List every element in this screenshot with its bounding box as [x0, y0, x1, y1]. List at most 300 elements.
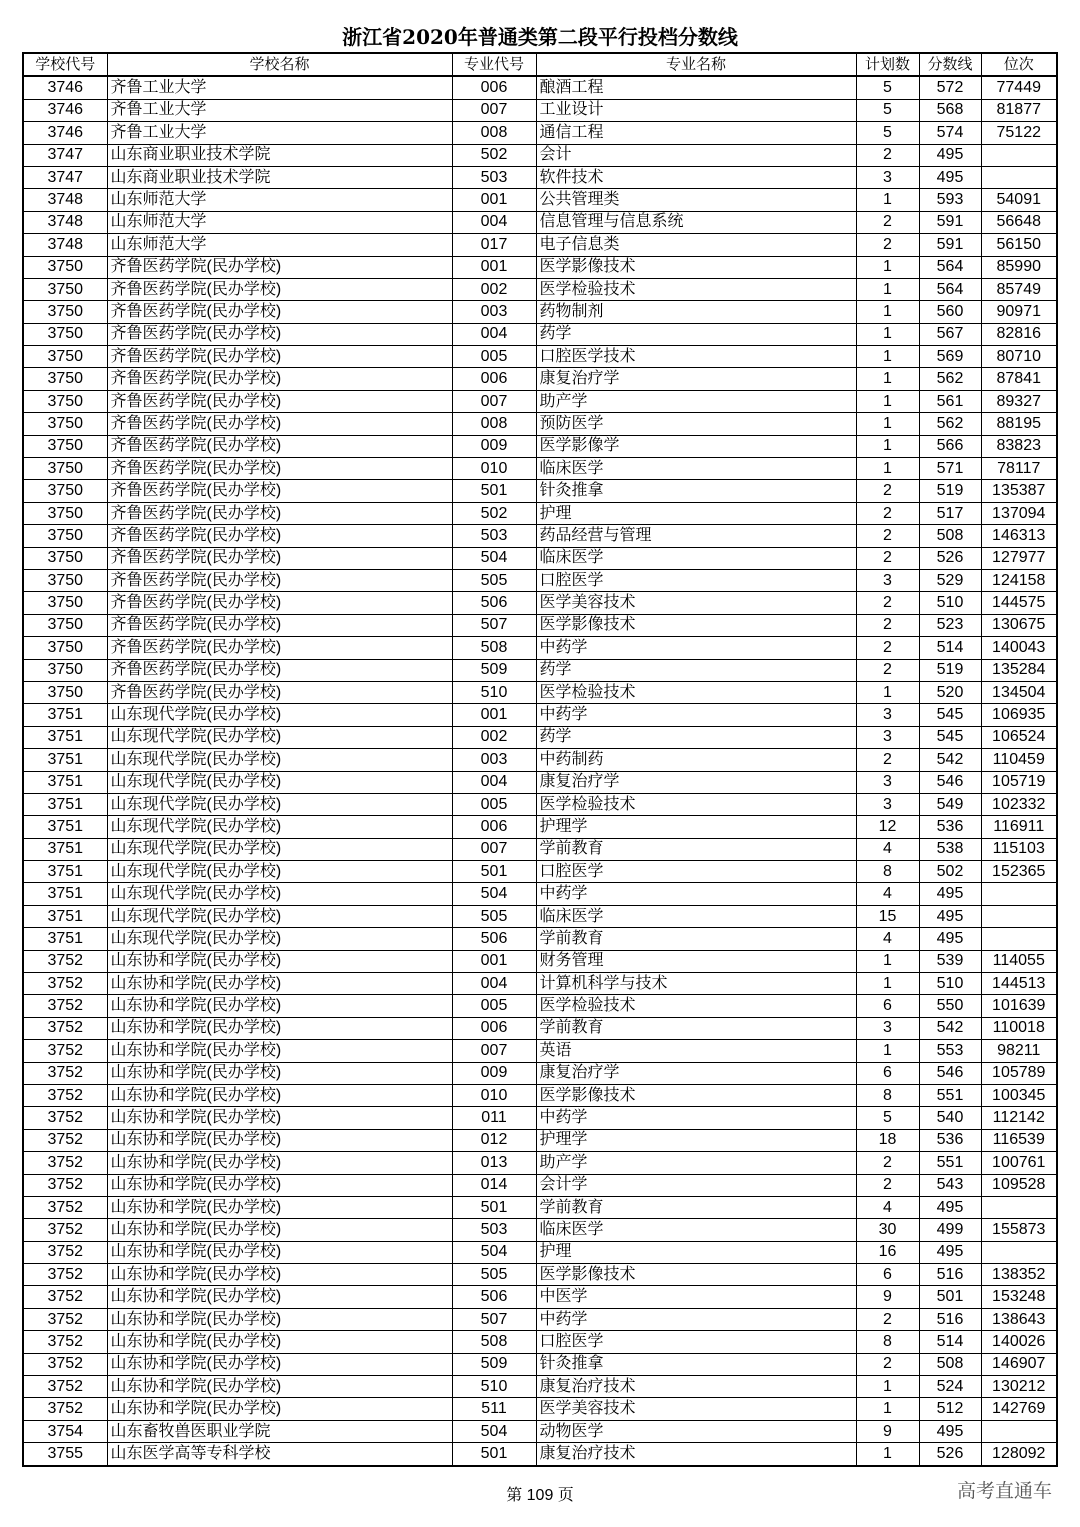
plan-count-cell: 6 [856, 1264, 919, 1286]
plan-count-cell: 1 [856, 301, 919, 323]
school-name-cell: 山东协和学院(民办学校) [107, 1264, 452, 1286]
school-code-cell: 3750 [23, 502, 107, 524]
school-code-cell: 3750 [23, 278, 107, 300]
major-name-cell: 中药学 [536, 1107, 856, 1129]
plan-count-cell: 2 [856, 234, 919, 256]
major-code-cell: 506 [452, 1286, 536, 1308]
cutoff-score-cell: 519 [919, 659, 981, 681]
table-row [23, 1376, 1057, 1398]
plan-count-cell: 6 [856, 1062, 919, 1084]
rank-cell: 88195 [981, 413, 1057, 435]
major-name-cell: 护理 [536, 502, 856, 524]
rank-cell: 128092 [981, 1443, 1057, 1466]
plan-count-cell: 3 [856, 771, 919, 793]
school-name-cell: 齐鲁医药学院(民办学校) [107, 480, 452, 502]
table-row [23, 144, 1057, 166]
major-code-cell: 001 [452, 189, 536, 211]
school-code-cell: 3751 [23, 771, 107, 793]
rank-cell: 56150 [981, 234, 1057, 256]
plan-count-cell: 1 [856, 346, 919, 368]
rank-cell: 87841 [981, 368, 1057, 390]
rank-cell: 115103 [981, 838, 1057, 860]
major-code-cell: 501 [452, 1196, 536, 1218]
major-code-cell: 005 [452, 346, 536, 368]
school-name-cell: 山东师范大学 [107, 211, 452, 233]
rank-cell: 100345 [981, 1084, 1057, 1106]
major-name-cell: 软件技术 [536, 166, 856, 188]
rank-cell: 155873 [981, 1219, 1057, 1241]
major-name-cell: 学前教育 [536, 1017, 856, 1039]
school-code-cell: 3752 [23, 1398, 107, 1420]
school-name-cell: 齐鲁医药学院(民办学校) [107, 256, 452, 278]
school-name-cell: 齐鲁工业大学 [107, 99, 452, 121]
table-header [23, 53, 1057, 76]
watermark-text: 高考直通车 [956, 1480, 1052, 1502]
table-row [23, 592, 1057, 614]
major-code-cell: 008 [452, 413, 536, 435]
cutoff-score-cell: 550 [919, 995, 981, 1017]
school-name-cell: 山东现代学院(民办学校) [107, 816, 452, 838]
major-name-cell: 康复治疗学 [536, 771, 856, 793]
school-name-cell: 山东协和学院(民办学校) [107, 950, 452, 972]
school-name-cell: 齐鲁医药学院(民办学校) [107, 502, 452, 524]
school-name-cell: 山东师范大学 [107, 189, 452, 211]
column-header-school-name: 学校名称 [107, 53, 452, 76]
plan-count-cell: 15 [856, 905, 919, 927]
major-code-cell: 501 [452, 480, 536, 502]
plan-count-cell: 1 [856, 413, 919, 435]
rank-cell: 110459 [981, 749, 1057, 771]
major-code-cell: 503 [452, 1219, 536, 1241]
cutoff-score-cell: 572 [919, 76, 981, 99]
rank-cell [981, 928, 1057, 950]
school-name-cell: 齐鲁医药学院(民办学校) [107, 458, 452, 480]
major-name-cell: 动物医学 [536, 1420, 856, 1442]
major-code-cell: 509 [452, 1353, 536, 1375]
major-name-cell: 英语 [536, 1040, 856, 1062]
major-code-cell: 005 [452, 793, 536, 815]
school-name-cell: 齐鲁医药学院(民办学校) [107, 301, 452, 323]
school-name-cell: 齐鲁医药学院(民办学校) [107, 547, 452, 569]
plan-count-cell: 2 [856, 592, 919, 614]
rank-cell: 100761 [981, 1152, 1057, 1174]
rank-cell [981, 1241, 1057, 1263]
school-code-cell: 3746 [23, 99, 107, 121]
major-code-cell: 504 [452, 883, 536, 905]
table-row [23, 749, 1057, 771]
school-name-cell: 齐鲁医药学院(民办学校) [107, 323, 452, 345]
major-code-cell: 011 [452, 1107, 536, 1129]
rank-cell: 106524 [981, 726, 1057, 748]
school-name-cell: 山东畜牧兽医职业学院 [107, 1420, 452, 1442]
cutoff-score-cell: 516 [919, 1264, 981, 1286]
table-row [23, 323, 1057, 345]
table-row [23, 99, 1057, 121]
major-code-cell: 004 [452, 211, 536, 233]
rank-cell: 75122 [981, 122, 1057, 144]
rank-cell: 153248 [981, 1286, 1057, 1308]
major-code-cell: 017 [452, 234, 536, 256]
school-name-cell: 山东协和学院(民办学校) [107, 1308, 452, 1330]
school-name-cell: 山东协和学院(民办学校) [107, 973, 452, 995]
cutoff-score-cell: 495 [919, 1196, 981, 1218]
school-name-cell: 山东现代学院(民办学校) [107, 883, 452, 905]
rank-cell [981, 883, 1057, 905]
major-code-cell: 508 [452, 637, 536, 659]
rank-cell: 82816 [981, 323, 1057, 345]
table-row [23, 1353, 1057, 1375]
cutoff-score-cell: 546 [919, 771, 981, 793]
table-row [23, 569, 1057, 591]
plan-count-cell: 1 [856, 1040, 919, 1062]
major-code-cell: 003 [452, 301, 536, 323]
rank-cell: 85990 [981, 256, 1057, 278]
school-code-cell: 3751 [23, 816, 107, 838]
plan-count-cell: 8 [856, 1084, 919, 1106]
school-code-cell: 3750 [23, 525, 107, 547]
column-header-major-code: 专业代号 [452, 53, 536, 76]
table-row [23, 1084, 1057, 1106]
school-name-cell: 山东协和学院(民办学校) [107, 1062, 452, 1084]
rank-cell: 80710 [981, 346, 1057, 368]
plan-count-cell: 2 [856, 1353, 919, 1375]
major-name-cell: 针灸推拿 [536, 1353, 856, 1375]
school-name-cell: 山东协和学院(民办学校) [107, 1353, 452, 1375]
cutoff-score-cell: 540 [919, 1107, 981, 1129]
rank-cell: 137094 [981, 502, 1057, 524]
major-code-cell: 001 [452, 704, 536, 726]
plan-count-cell: 8 [856, 1331, 919, 1353]
school-name-cell: 齐鲁医药学院(民办学校) [107, 659, 452, 681]
school-code-cell: 3747 [23, 166, 107, 188]
plan-count-cell: 2 [856, 525, 919, 547]
cutoff-score-cell: 560 [919, 301, 981, 323]
school-name-cell: 山东协和学院(民办学校) [107, 1017, 452, 1039]
school-code-cell: 3750 [23, 413, 107, 435]
table-row [23, 995, 1057, 1017]
table-row [23, 458, 1057, 480]
school-code-cell: 3750 [23, 346, 107, 368]
cutoff-score-cell: 542 [919, 749, 981, 771]
table-row [23, 973, 1057, 995]
school-name-cell: 山东现代学院(民办学校) [107, 838, 452, 860]
cutoff-score-cell: 508 [919, 1353, 981, 1375]
table-row [23, 1241, 1057, 1263]
school-code-cell: 3750 [23, 390, 107, 412]
cutoff-score-cell: 538 [919, 838, 981, 860]
plan-count-cell: 1 [856, 458, 919, 480]
school-name-cell: 齐鲁医药学院(民办学校) [107, 614, 452, 636]
major-code-cell: 510 [452, 681, 536, 703]
cutoff-score-cell: 495 [919, 144, 981, 166]
rank-cell: 135387 [981, 480, 1057, 502]
cutoff-score-cell: 508 [919, 525, 981, 547]
plan-count-cell: 5 [856, 76, 919, 99]
table-row [23, 1062, 1057, 1084]
school-code-cell: 3750 [23, 547, 107, 569]
plan-count-cell: 1 [856, 368, 919, 390]
major-code-cell: 012 [452, 1129, 536, 1151]
rank-cell: 106935 [981, 704, 1057, 726]
plan-count-cell: 8 [856, 861, 919, 883]
school-code-cell: 3751 [23, 883, 107, 905]
school-name-cell: 山东协和学院(民办学校) [107, 1084, 452, 1106]
school-name-cell: 山东现代学院(民办学校) [107, 726, 452, 748]
major-code-cell: 009 [452, 435, 536, 457]
major-name-cell: 医学检验技术 [536, 278, 856, 300]
school-code-cell: 3751 [23, 928, 107, 950]
school-code-cell: 3752 [23, 1129, 107, 1151]
major-name-cell: 药品经营与管理 [536, 525, 856, 547]
table-row [23, 480, 1057, 502]
rank-cell: 130675 [981, 614, 1057, 636]
table-row [23, 525, 1057, 547]
cutoff-score-cell: 495 [919, 928, 981, 950]
major-name-cell: 会计学 [536, 1174, 856, 1196]
school-code-cell: 3751 [23, 861, 107, 883]
school-code-cell: 3750 [23, 368, 107, 390]
rank-cell: 127977 [981, 547, 1057, 569]
rank-cell: 110018 [981, 1017, 1057, 1039]
major-name-cell: 预防医学 [536, 413, 856, 435]
cutoff-score-cell: 524 [919, 1376, 981, 1398]
plan-count-cell: 2 [856, 659, 919, 681]
plan-count-cell: 3 [856, 1017, 919, 1039]
school-name-cell: 齐鲁医药学院(民办学校) [107, 346, 452, 368]
table-row [23, 659, 1057, 681]
major-name-cell: 医学美容技术 [536, 592, 856, 614]
school-code-cell: 3752 [23, 1308, 107, 1330]
school-code-cell: 3750 [23, 681, 107, 703]
major-name-cell: 药学 [536, 726, 856, 748]
cutoff-score-cell: 495 [919, 1241, 981, 1263]
plan-count-cell: 1 [856, 1443, 919, 1466]
major-code-cell: 002 [452, 278, 536, 300]
major-name-cell: 康复治疗技术 [536, 1443, 856, 1466]
plan-count-cell: 1 [856, 189, 919, 211]
major-code-cell: 503 [452, 525, 536, 547]
plan-count-cell: 1 [856, 390, 919, 412]
major-code-cell: 006 [452, 1017, 536, 1039]
table-row [23, 704, 1057, 726]
major-name-cell: 医学检验技术 [536, 681, 856, 703]
major-name-cell: 护理学 [536, 1129, 856, 1151]
major-code-cell: 002 [452, 726, 536, 748]
major-name-cell: 中药学 [536, 1308, 856, 1330]
cutoff-score-cell: 542 [919, 1017, 981, 1039]
major-name-cell: 中药学 [536, 883, 856, 905]
cutoff-score-cell: 546 [919, 1062, 981, 1084]
plan-count-cell: 5 [856, 122, 919, 144]
rank-cell: 105789 [981, 1062, 1057, 1084]
school-name-cell: 山东协和学院(民办学校) [107, 1286, 452, 1308]
cutoff-score-cell: 526 [919, 1443, 981, 1466]
major-code-cell: 501 [452, 1443, 536, 1466]
table-row [23, 1420, 1057, 1442]
plan-count-cell: 2 [856, 547, 919, 569]
page-number: 第 109 页 [506, 1487, 574, 1504]
cutoff-score-cell: 539 [919, 950, 981, 972]
school-code-cell: 3752 [23, 1040, 107, 1062]
school-name-cell: 山东协和学院(民办学校) [107, 1107, 452, 1129]
cutoff-score-cell: 501 [919, 1286, 981, 1308]
plan-count-cell: 3 [856, 569, 919, 591]
table-row [23, 1040, 1057, 1062]
school-name-cell: 齐鲁医药学院(民办学校) [107, 390, 452, 412]
cutoff-score-cell: 520 [919, 681, 981, 703]
major-code-cell: 504 [452, 547, 536, 569]
school-name-cell: 山东协和学院(民办学校) [107, 1196, 452, 1218]
school-name-cell: 山东师范大学 [107, 234, 452, 256]
major-code-cell: 009 [452, 1062, 536, 1084]
plan-count-cell: 18 [856, 1129, 919, 1151]
table-row [23, 413, 1057, 435]
school-code-cell: 3751 [23, 793, 107, 815]
rank-cell: 130212 [981, 1376, 1057, 1398]
major-code-cell: 501 [452, 861, 536, 883]
table-row [23, 1331, 1057, 1353]
cutoff-score-cell: 591 [919, 211, 981, 233]
cutoff-score-cell: 510 [919, 973, 981, 995]
major-name-cell: 医学检验技术 [536, 995, 856, 1017]
rank-cell [981, 144, 1057, 166]
table-row [23, 861, 1057, 883]
cutoff-score-cell: 514 [919, 1331, 981, 1353]
plan-count-cell: 2 [856, 502, 919, 524]
table-row [23, 883, 1057, 905]
school-code-cell: 3752 [23, 1264, 107, 1286]
rank-cell: 81877 [981, 99, 1057, 121]
rank-cell: 146313 [981, 525, 1057, 547]
table-row [23, 1107, 1057, 1129]
plan-count-cell: 2 [856, 1308, 919, 1330]
major-name-cell: 医学影像技术 [536, 614, 856, 636]
school-name-cell: 齐鲁医药学院(民办学校) [107, 569, 452, 591]
table-row [23, 189, 1057, 211]
table-row [23, 256, 1057, 278]
major-code-cell: 505 [452, 569, 536, 591]
cutoff-score-cell: 536 [919, 1129, 981, 1151]
plan-count-cell: 5 [856, 99, 919, 121]
major-code-cell: 511 [452, 1398, 536, 1420]
cutoff-score-cell: 566 [919, 435, 981, 457]
major-code-cell: 003 [452, 749, 536, 771]
school-code-cell: 3750 [23, 301, 107, 323]
plan-count-cell: 30 [856, 1219, 919, 1241]
major-name-cell: 护理 [536, 1241, 856, 1263]
major-name-cell: 临床医学 [536, 547, 856, 569]
cutoff-score-cell: 516 [919, 1308, 981, 1330]
major-name-cell: 工业设计 [536, 99, 856, 121]
school-code-cell: 3751 [23, 905, 107, 927]
school-name-cell: 山东现代学院(民办学校) [107, 905, 452, 927]
school-name-cell: 山东协和学院(民办学校) [107, 1152, 452, 1174]
plan-count-cell: 4 [856, 928, 919, 950]
school-name-cell: 山东协和学院(民办学校) [107, 1174, 452, 1196]
rank-cell [981, 166, 1057, 188]
cutoff-score-cell: 564 [919, 256, 981, 278]
school-name-cell: 山东协和学院(民办学校) [107, 1331, 452, 1353]
rank-cell: 98211 [981, 1040, 1057, 1062]
school-name-cell: 齐鲁医药学院(民办学校) [107, 368, 452, 390]
school-code-cell: 3752 [23, 1241, 107, 1263]
plan-count-cell: 6 [856, 995, 919, 1017]
major-name-cell: 药学 [536, 323, 856, 345]
plan-count-cell: 1 [856, 950, 919, 972]
school-code-cell: 3751 [23, 838, 107, 860]
plan-count-cell: 2 [856, 211, 919, 233]
major-name-cell: 临床医学 [536, 905, 856, 927]
major-code-cell: 507 [452, 1308, 536, 1330]
school-code-cell: 3750 [23, 569, 107, 591]
rank-cell: 116911 [981, 816, 1057, 838]
cutoff-score-cell: 593 [919, 189, 981, 211]
major-code-cell: 006 [452, 816, 536, 838]
school-name-cell: 齐鲁医药学院(民办学校) [107, 637, 452, 659]
plan-count-cell: 1 [856, 278, 919, 300]
major-code-cell: 013 [452, 1152, 536, 1174]
plan-count-cell: 3 [856, 793, 919, 815]
major-name-cell: 口腔医学 [536, 861, 856, 883]
plan-count-cell: 1 [856, 1398, 919, 1420]
cutoff-score-cell: 561 [919, 390, 981, 412]
table-row [23, 928, 1057, 950]
rank-cell: 140043 [981, 637, 1057, 659]
major-name-cell: 药物制剂 [536, 301, 856, 323]
plan-count-cell: 2 [856, 480, 919, 502]
plan-count-cell: 2 [856, 144, 919, 166]
plan-count-cell: 2 [856, 637, 919, 659]
major-name-cell: 临床医学 [536, 458, 856, 480]
school-code-cell: 3752 [23, 1353, 107, 1375]
table-row [23, 234, 1057, 256]
major-code-cell: 503 [452, 166, 536, 188]
cutoff-score-cell: 543 [919, 1174, 981, 1196]
major-code-cell: 506 [452, 928, 536, 950]
table-row [23, 726, 1057, 748]
page-title: 浙江省2020年普通类第二段平行投档分数线 [342, 25, 738, 49]
school-code-cell: 3752 [23, 1062, 107, 1084]
school-name-cell: 山东商业职业技术学院 [107, 144, 452, 166]
school-name-cell: 山东现代学院(民办学校) [107, 749, 452, 771]
plan-count-cell: 1 [856, 973, 919, 995]
cutoff-score-cell: 510 [919, 592, 981, 614]
school-name-cell: 山东协和学院(民办学校) [107, 1040, 452, 1062]
school-name-cell: 齐鲁工业大学 [107, 122, 452, 144]
school-code-cell: 3748 [23, 211, 107, 233]
table-row [23, 838, 1057, 860]
rank-cell: 114055 [981, 950, 1057, 972]
major-name-cell: 学前教育 [536, 928, 856, 950]
cutoff-score-cell: 495 [919, 883, 981, 905]
major-code-cell: 007 [452, 390, 536, 412]
cutoff-score-cell: 519 [919, 480, 981, 502]
school-name-cell: 山东协和学院(民办学校) [107, 1129, 452, 1151]
school-code-cell: 3748 [23, 234, 107, 256]
school-name-cell: 齐鲁医药学院(民办学校) [107, 525, 452, 547]
major-code-cell: 509 [452, 659, 536, 681]
plan-count-cell: 1 [856, 681, 919, 703]
major-name-cell: 医学影像学 [536, 435, 856, 457]
table-row [23, 1017, 1057, 1039]
table-row [23, 771, 1057, 793]
school-name-cell: 山东现代学院(民办学校) [107, 704, 452, 726]
school-name-cell: 山东商业职业技术学院 [107, 166, 452, 188]
plan-count-cell: 1 [856, 435, 919, 457]
cutoff-score-cell: 551 [919, 1152, 981, 1174]
major-code-cell: 005 [452, 995, 536, 1017]
table-row [23, 122, 1057, 144]
